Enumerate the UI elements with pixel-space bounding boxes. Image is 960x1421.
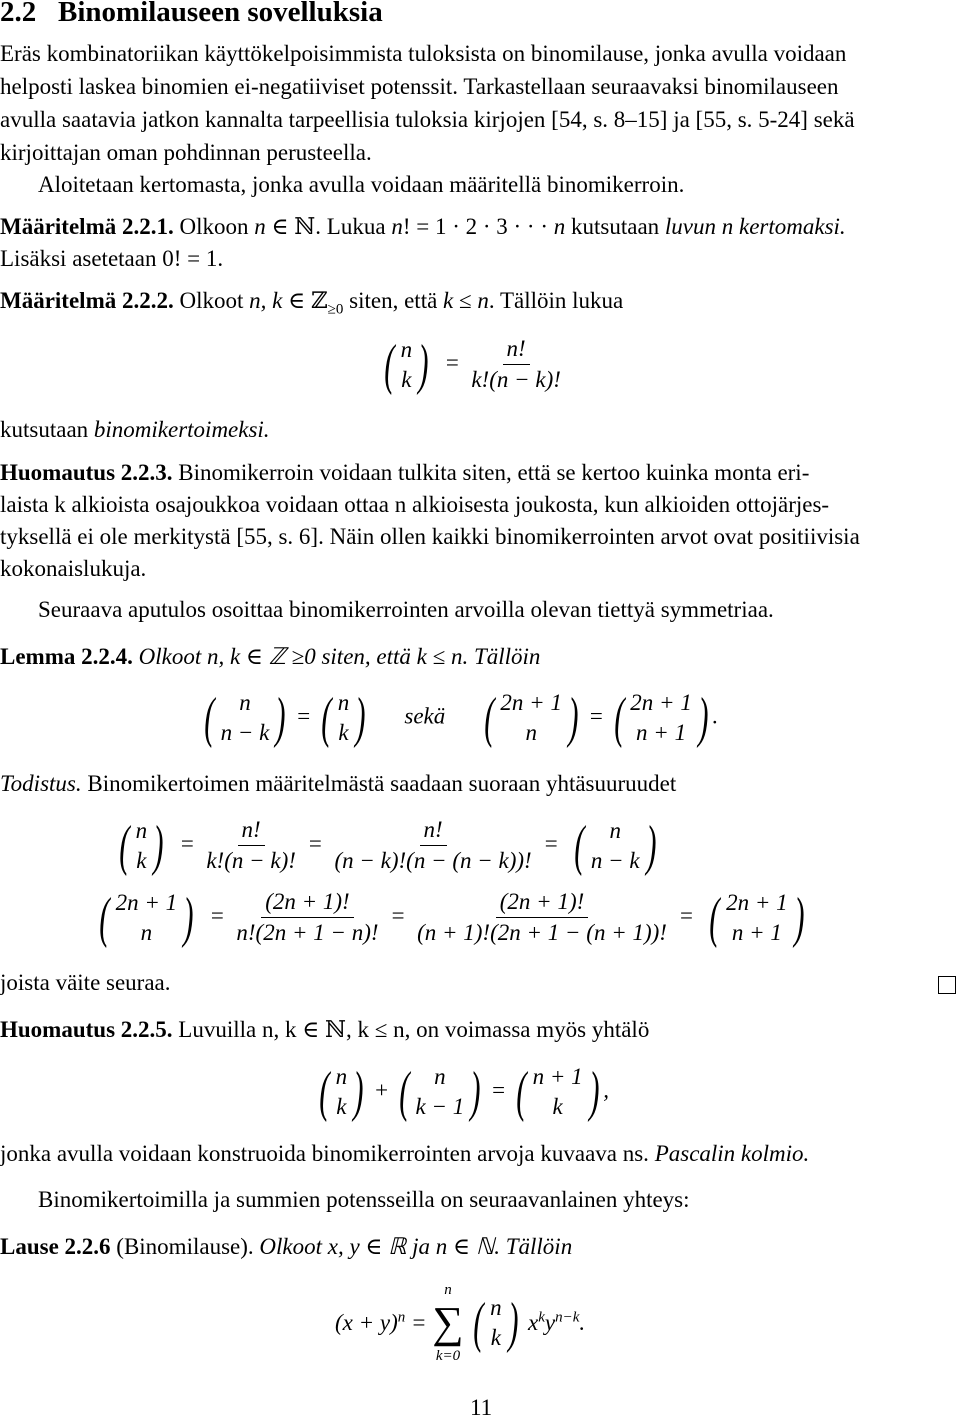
definition-line-2: Lisäksi asetetaan 0! = 1. xyxy=(0,246,224,271)
definition-text: Tällöin lukua xyxy=(499,288,624,313)
definition-text: siten, että xyxy=(349,288,438,313)
definition-text: kutsutaan xyxy=(571,214,660,239)
proof-equation-2: ( 2n + 1 n ) = $\frac{(2n + 1)!}{n!(2n + 1 - n)!}$ = $\frac{(2n + 1)!}{(n + 1)!(2n + 1 - (n + 1))!}$ = ( 2n + 1 n + 1 ) xyxy=(99,886,805,949)
lemma-2-2-4 xyxy=(0,644,540,670)
remark-2-2-3 xyxy=(0,460,809,486)
proof-head: Todistus. xyxy=(0,771,82,796)
lemma-formula: ( n n − k ) = ( n k ) sekä ( 2n + 1 n ) = ( 2n + 1 n + 1 ) . xyxy=(204,687,719,749)
pascal-formula: ( n k ) + ( n k − 1 ) = ( n + 1 k ) , xyxy=(319,1061,610,1123)
remark-line: tyksellä ei ole merkitystä [55, s. 6]. Näin ollen kaikki binomikerrointen arvot ovat positiivisia xyxy=(0,524,860,549)
lemma-conjunction: sekä xyxy=(404,703,446,729)
lemma-text: Olkoot n, k ∈ ℤ ≥0 siten, että k ≤ n. Tällöin xyxy=(138,644,541,669)
definition-head: Määritelmä 2.2.2. xyxy=(0,288,174,313)
section-number: 2.2 xyxy=(0,0,37,28)
intro-line-1: Eräs kombinatoriikan käyttökelpoisimmista tuloksista on binomilause, jonka avulla voidaan xyxy=(0,41,847,66)
pascal-sentence xyxy=(0,1141,809,1167)
remark-2-2-5 xyxy=(0,1017,649,1043)
theorem-head: Lause 2.2.6 xyxy=(0,1234,111,1259)
proof-start xyxy=(0,771,676,797)
theorem-2-2-6 xyxy=(0,1234,572,1260)
proof-text: Binomikertoimen määritelmästä saadaan suoraan yhtäsuuruudet xyxy=(87,771,677,796)
symmetry-sentence: Seuraava aputulos osoittaa binomikerrointen arvoilla olevan tiettyä symmetriaa. xyxy=(38,597,774,622)
remark-line: laista k alkioista osajoukkoa voidaan ottaa n alkioisesta joukosta, kun alkioiden ottojärjes- xyxy=(0,492,830,517)
page-number: 11 xyxy=(470,1395,493,1420)
proof-end: joista väite seuraa. xyxy=(0,970,171,995)
theorem-name: (Binomilause). xyxy=(116,1234,254,1259)
remark-head: Huomautus 2.2.5. xyxy=(0,1017,173,1042)
remark-text: Luvuilla n, k ∈ ℕ, k ≤ n, on voimassa myös yhtälö xyxy=(178,1017,650,1042)
lemma-head: Lemma 2.2.4. xyxy=(0,644,133,669)
definition-term: luvun n kertomaksi. xyxy=(664,214,846,239)
definition-term-line xyxy=(0,417,270,443)
intro-line-5: Aloitetaan kertomasta, jonka avulla voidaan määritellä binomikerroin. xyxy=(38,172,685,197)
definition-head: Määritelmä 2.2.1. xyxy=(0,214,174,239)
definition-2-2-1: Määritelmä 2.2.1. Olkoon n ∈ ℕ. Lukua n! = 1 · 2 · 3 · · · n kutsutaan luvun n kertomaksi. xyxy=(0,214,846,239)
qed-box xyxy=(938,976,956,994)
remark-line: kokonaislukuja. xyxy=(0,556,147,581)
theorem-text: Olkoot x, y ∈ ℝ ja n ∈ ℕ. Tällöin xyxy=(259,1234,573,1259)
remark-term: Pascalin kolmio. xyxy=(654,1141,810,1166)
definition-text: Lukua xyxy=(326,214,386,239)
definition-text: Olkoot xyxy=(179,288,244,313)
binomial-definition-formula: ( n k ) = $\frac{n!}{k!(n - k)!}$ xyxy=(384,333,561,396)
remark-head: Huomautus 2.2.3. xyxy=(0,460,173,485)
definition-term: binomikertoimeksi. xyxy=(93,417,270,442)
pre-theorem-sentence: Binomikertoimilla ja summien potensseilla on seuraavanlainen yhteys: xyxy=(38,1187,690,1212)
binomial-theorem-formula: $(x + y)^n$ = n ∑ k=0 ( n k ) $x^ky^{n-k}$. xyxy=(335,1282,586,1364)
section-title xyxy=(0,0,383,29)
intro-line-3: avulla saatavia jatkon kannalta tarpeellisia tuloksia kirjojen [54, s. 8–15] ja [55, s. 5-24] sekä xyxy=(0,107,855,132)
remark-text: jonka avulla voidaan konstruoida binomikerrointen arvoja kuvaava ns. xyxy=(0,1141,649,1166)
definition-text: kutsutaan xyxy=(0,417,89,442)
proof-equation-1: ( n k ) = $\frac{n!}{k!(n - k)!}$ = $\frac{n!}{(n - k)!(n - (n - k))!}$ = ( n n − k ) xyxy=(119,814,657,877)
section-title-text: Binomilauseen sovelluksia xyxy=(58,0,383,28)
intro-line-2: helposti laskea binomien ei-negatiiviset potenssit. Tarkastellaan seuraavaksi binomilauseen xyxy=(0,74,839,99)
intro-line-4: kirjoittajan oman pohdinnan perusteella. xyxy=(0,140,372,165)
definition-text: Olkoon xyxy=(179,214,249,239)
remark-text: Binomikerroin voidaan tulkita siten, että se kertoo kuinka monta eri- xyxy=(178,460,810,485)
definition-2-2-2: Määritelmä 2.2.2. Olkoot n, k ∈ ℤ$_{\ge 0}$ siten, että k ≤ n. Tällöin lukua xyxy=(0,288,624,318)
